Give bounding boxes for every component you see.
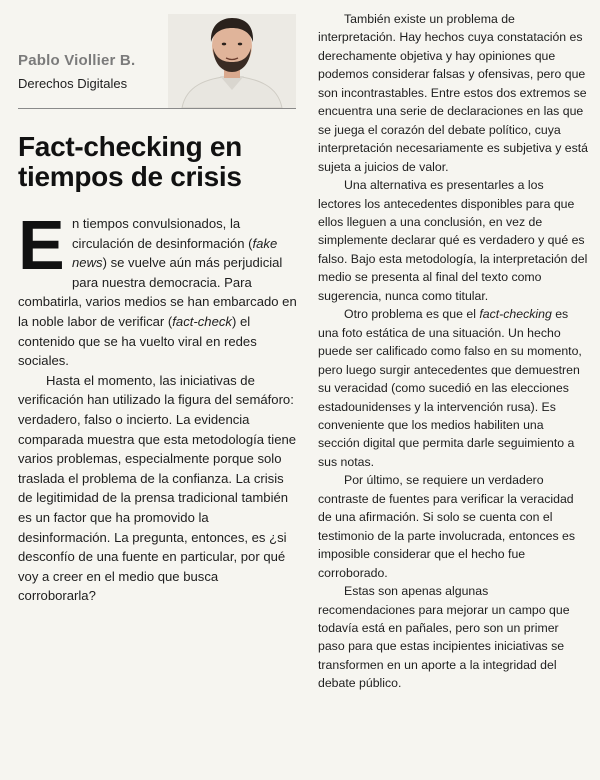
author-portrait-image — [168, 14, 296, 108]
author-block — [18, 14, 296, 109]
right-paragraph-3 — [318, 305, 588, 471]
text-run: n tiempos convulsionados, la circulación de desinformación ( — [72, 216, 253, 251]
right-paragraph-5: Estas son apenas algunas recomendaciones para mejorar un campo que todavía está en pañales, pero son un primer paso para que estas incipientes iniciativas se transformen en un aporte a la integridad del debate público. — [318, 584, 570, 691]
right-column — [318, 10, 588, 693]
italic-term: fact-checking — [479, 307, 552, 322]
right-paragraph-1: También existe un problema de interpretación. Hay hechos cuya constatación es derechamente objetiva y hay opiniones que podemos considerar falsas y ofensivas, pero que son incontrastables. Entre estos dos extremos se encuentra una serie de declaraciones en las que se juega el corazón del debate político, cuya interpretación necesariamente es subjetiva y está sujeta a juicios de valor. — [318, 12, 588, 174]
headline-line-2: tiempos de crisis — [18, 161, 242, 192]
text-run: Otro problema es que el — [344, 307, 480, 322]
left-column — [18, 206, 298, 606]
text-run: es una foto estática de una situación. Un hecho puede ser calificado como falso en su momento, pero luego surgir antecedentes que demuestren su veracidad (como sucedió en las elecciones estadounidenses y la intervención rusa). Es conveniente que los medios habiliten una sección digital que permita darle seguimiento a sus notas. — [318, 307, 582, 469]
headline-line-1: Fact-checking en — [18, 131, 242, 162]
left-paragraph-1 — [18, 206, 298, 371]
text-run: ) el contenido que se ha vuelto viral en redes sociales. — [18, 313, 257, 369]
italic-term: fact-check — [172, 313, 232, 329]
author-organization: Derechos Digitales — [18, 76, 128, 91]
author-name: Pablo Viollier B. — [18, 52, 136, 69]
author-photo — [168, 14, 296, 108]
headline — [18, 132, 298, 192]
right-paragraph-2: Una alternativa es presentarles a los lectores los antecedentes disponibles para que ellos lleguen a una conclusión, en vez de simplemente declarar qué es verdadero y qué es falso. Bajo esta metodología, la interpretación del medio se presenta al final del texto como sugerencia, nunca como titular. — [318, 178, 588, 303]
right-paragraph-4: Por último, se requiere un verdadero contraste de fuentes para verificar la veracidad de una afirmación. Si solo se cuenta con el testimonio de la parte involucrada, entonces es imposible considerar que el hecho fue corroborado. — [318, 473, 576, 580]
italic-term: fake news — [72, 235, 278, 271]
left-paragraph-2: Hasta el momento, las iniciativas de verificación han utilizado la figura del semáforo: verdadero, falso o incierto. La evidencia comparada muestra que esta metodología tiene varios problemas, especialmente porque solo traslada el problema de la confianza. La crisis de legitimidad de la prensa tradicional también es un factor que ha promovido la desinformación. La pregunta, entonces, es ¿si desconfío de una fuente en particular, por qué voy a creer en el medio que busca corroborarla? — [18, 372, 297, 604]
text-run: ) se vuelve aún más perjudicial para nuestra democracia. Para combatirla, varios medios se han embarcado en la noble labor de verificar ( — [18, 255, 297, 329]
dropcap: E — [18, 206, 65, 284]
